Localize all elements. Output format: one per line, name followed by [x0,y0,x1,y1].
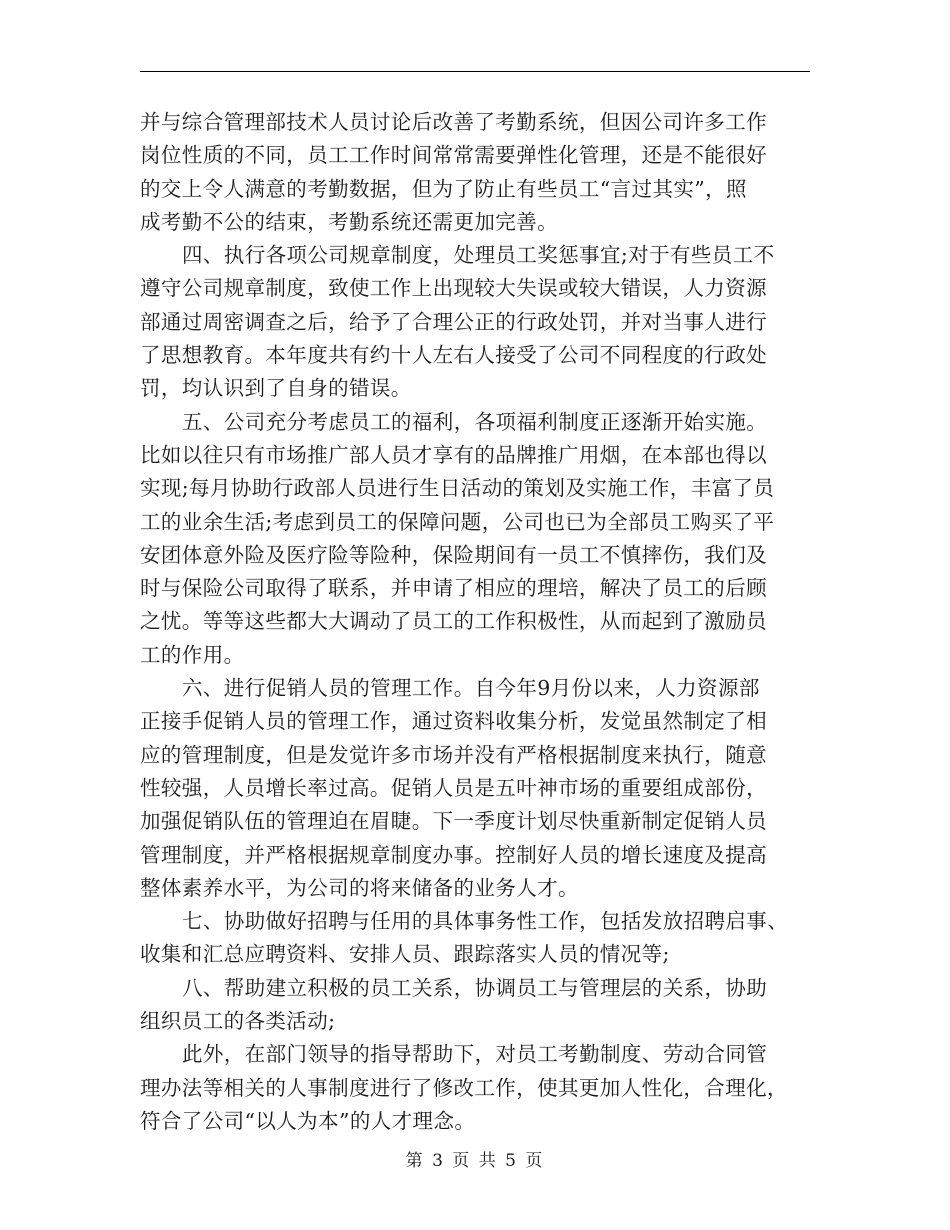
document-body [140,106,810,1138]
text-line: 遵守公司规章制度，致使工作上出现较大失误或较大错误，人力资源 [140,276,767,301]
text-line: 八、帮助建立积极的员工关系，协调员工与管理层的关系，协助 [182,975,768,1000]
text-line: 性较强，人员增长率过高。促销人员是五叶神市场的重要组成部份， [140,775,767,800]
text-line: 成考勤不公的结束，考勤系统还需更加完善。 [140,209,558,234]
text-line: 岗位性质的不同，员工工作时间常常需要弹性化管理，还是不能很好 [140,143,767,168]
text-line: 部通过周密调查之后，给予了合理公正的行政处罚，并对当事人进行 [140,309,767,334]
paragraph [140,106,810,239]
text-line: 四、执行各项公司规章制度，处理员工奖惩事宜;对于有些员工不 [182,243,775,268]
text-line: 工的作用。 [140,642,245,667]
text-line: 六、进行促销人员的管理工作。自今年9月份以来，人力资源部 [182,676,760,701]
text-line: 五、公司充分考虑员工的福利，各项福利制度正逐渐开始实施。 [182,409,768,434]
text-line: 七、协助做好招聘与任用的具体事务性工作，包括发放招聘启事、 [182,909,789,934]
text-line: 并与综合管理部技术人员讨论后改善了考勤系统，但因公司许多工作 [140,110,767,134]
page-footer: 第 3 页 共 5 页 [405,1151,545,1171]
text-line: 安团体意外险及医疗险等险种，保险期间有一员工不慎摔伤，我们及 [140,542,767,567]
paragraph [140,1038,810,1138]
paragraph [140,239,810,405]
text-line: 之忧。等等这些都大大调动了员工的工作积极性，从而起到了激励员 [140,609,767,634]
text-line: 的交上令人满意的考勤数据，但为了防止有些员工“言过其实”，照 [140,176,747,201]
paragraph [140,905,810,972]
text-line: 理办法等相关的人事制度进行了修改工作，使其更加人性化，合理化， [140,1075,788,1100]
text-line: 整体素养水平，为公司的将来储备的业务人才。 [140,875,579,900]
text-line: 应的管理制度，但是发觉许多市场并没有严格根据制度来执行，随意 [140,742,767,767]
text-line: 管理制度，并严格根据规章制度办事。控制好人员的增长速度及提高 [140,842,767,867]
paragraph [140,972,810,1039]
text-line: 比如以往只有市场推广部人员才享有的品牌推广用烟，在本部也得以 [140,442,767,467]
paragraph [140,672,810,905]
text-line: 时与保险公司取得了联系，并申请了相应的理培，解决了员工的后顾 [140,576,767,601]
text-line: 工的业余生活;考虑到员工的保障问题，公司也已为全部员工购买了平 [140,509,775,534]
text-line: 了思想教育。本年度共有约十人左右人接受了公司不同程度的行政处 [140,343,767,368]
text-line: 罚，均认识到了自身的错误。 [140,376,412,401]
text-line: 实现;每月协助行政部人员进行生日活动的策划及实施工作，丰富了员 [140,476,775,501]
text-line: 加强促销队伍的管理迫在眉睫。下一季度计划尽快重新制定促销人员 [140,809,767,834]
text-line: 收集和汇总应聘资料、安排人员、跟踪落实人员的情况等; [140,942,670,967]
paragraph [140,406,810,672]
text-line: 此外，在部门领导的指导帮助下，对员工考勤制度、劳动合同管 [182,1042,768,1067]
text-line: 正接手促销人员的管理工作，通过资料收集分析，发觉虽然制定了相 [140,709,767,734]
header-rule [140,71,810,72]
text-line: 组织员工的各类活动; [140,1009,336,1034]
text-line: 符合了公司“以人为本”的人才理念。 [140,1108,476,1133]
